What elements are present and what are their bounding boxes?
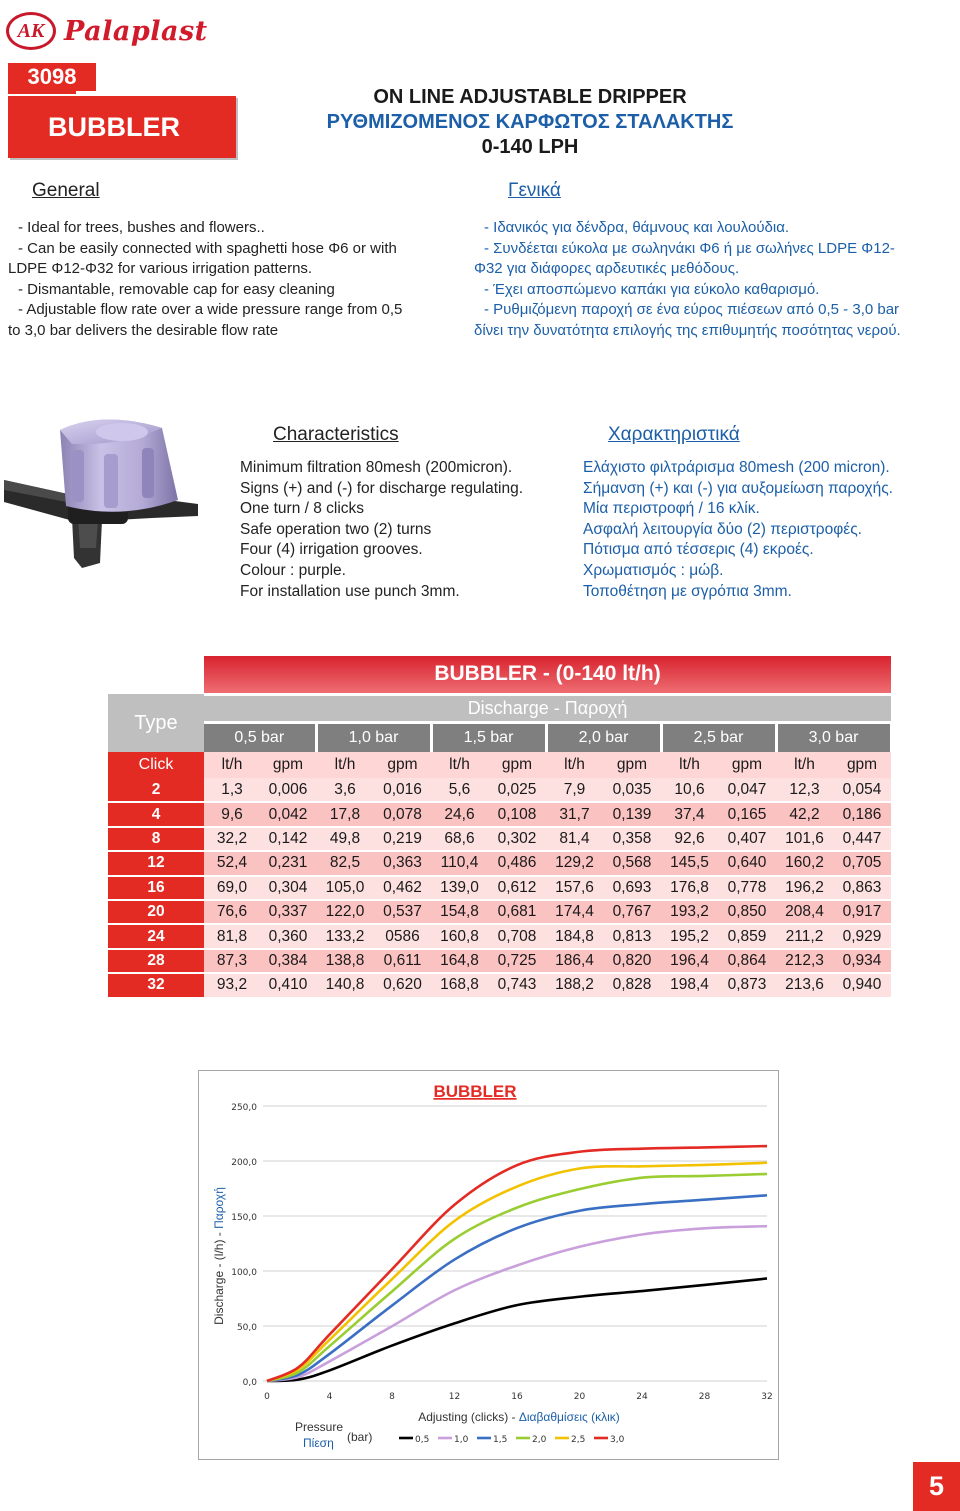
characteristic-en: For installation use punch 3mm.	[240, 582, 460, 600]
characteristic-gr: Χρωματισμός : μώβ.	[583, 561, 724, 579]
value-cell: 1,3	[204, 778, 260, 802]
general-gr-line: - Ιδανικός για δένδρα, θάμνους και λουλούδια.	[484, 219, 790, 236]
pressure-header: 2,5 bar	[661, 722, 776, 752]
product-code: 3098	[8, 63, 96, 91]
characteristic-en: One turn / 8 clicks	[240, 500, 365, 518]
characteristic-gr: Ασφαλή λειτουργία δύο (2) περιστροφές.	[583, 520, 862, 538]
unit-gpm-header: gpm	[833, 752, 891, 778]
unit-lth-header: lt/h	[316, 752, 374, 778]
value-cell: 140,8	[316, 973, 374, 997]
characteristics-heading-en: Characteristics	[273, 424, 399, 445]
legend-label: 2,5	[571, 1435, 586, 1445]
click-cell: 4	[108, 802, 204, 826]
general-en-line: - Ideal for trees, bushes and flowers..	[18, 219, 265, 236]
table-row	[108, 778, 891, 802]
characteristic-gr: Μία περιστροφή / 16 κλίκ.	[583, 500, 760, 518]
table-row	[108, 924, 891, 948]
value-cell: 160,2	[776, 851, 833, 875]
value-cell: 0,016	[374, 778, 431, 802]
page-number: 5	[913, 1462, 960, 1511]
click-cell: 20	[108, 900, 204, 924]
value-cell: 160,8	[431, 924, 488, 948]
series-line	[267, 1163, 767, 1381]
value-cell: 176,8	[661, 876, 718, 900]
click-cell: 28	[108, 949, 204, 973]
value-cell: 157,6	[546, 876, 603, 900]
value-cell: 17,8	[316, 802, 374, 826]
general-heading-en: General	[32, 180, 100, 201]
x-tick-label: 0	[264, 1392, 270, 1402]
value-cell: 164,8	[431, 949, 488, 973]
value-cell: 42,2	[776, 802, 833, 826]
characteristic-gr: Ελάχιστο φιλτράρισμα 80mesh (200 micron).	[583, 459, 890, 476]
value-cell: 0,078	[374, 802, 431, 826]
chart-title: BUBBLER	[433, 1082, 517, 1101]
title-line-gr: ΡΥΘΜΙΖΟΜΕΝΟΣ ΚΑΡΦΩΤΟΣ ΣΤΑΛΑΚΤΗΣ	[326, 111, 734, 133]
value-cell: 212,3	[776, 949, 833, 973]
value-cell: 87,3	[204, 949, 260, 973]
general-en-line: - Dismantable, removable cap for easy cleaning	[18, 280, 335, 298]
value-cell: 0,767	[603, 900, 661, 924]
value-cell: 0,447	[833, 827, 891, 851]
value-cell: 129,2	[546, 851, 603, 875]
series-line	[267, 1226, 767, 1381]
value-cell: 0,006	[260, 778, 316, 802]
value-cell: 0,820	[603, 949, 661, 973]
x-tick-label: 24	[636, 1392, 648, 1402]
value-cell: 0,358	[603, 827, 661, 851]
general-gr-line: - Έχει αποσπώμενο καπάκι για εύκολο καθαρισμό.	[484, 280, 820, 298]
value-cell: 101,6	[776, 827, 833, 851]
value-cell: 0,186	[833, 802, 891, 826]
value-cell: 49,8	[316, 827, 374, 851]
x-tick-label: 8	[389, 1392, 395, 1402]
characteristic-gr: Τοποθέτηση με σγρόπια 3mm.	[583, 582, 792, 600]
pressure-header: 0,5 bar	[204, 722, 316, 752]
brand-logo	[6, 10, 246, 52]
value-cell: 12,3	[776, 778, 833, 802]
x-tick-label: 32	[761, 1392, 773, 1402]
unit-gpm-header: gpm	[603, 752, 661, 778]
discharge-chart	[198, 1070, 779, 1460]
value-cell: 81,4	[546, 827, 603, 851]
value-cell: 133,2	[316, 924, 374, 948]
value-cell: 0,864	[718, 949, 776, 973]
value-cell: 0,302	[488, 827, 546, 851]
value-cell: 52,4	[204, 851, 260, 875]
value-cell: 0,035	[603, 778, 661, 802]
characteristics-list-en	[240, 458, 523, 602]
value-cell: 0,568	[603, 851, 661, 875]
value-cell: 174,4	[546, 900, 603, 924]
value-cell: 0,813	[603, 924, 661, 948]
value-cell: 105,0	[316, 876, 374, 900]
y-tick-label: 100,0	[231, 1268, 257, 1278]
y-tick-label: 200,0	[231, 1158, 257, 1168]
type-header: Type	[108, 694, 204, 752]
pressure-header: 1,5 bar	[431, 722, 546, 752]
title-line-range: 0-140 LPH	[481, 136, 579, 158]
value-cell: 93,2	[204, 973, 260, 997]
value-cell: 0,708	[488, 924, 546, 948]
table-row	[108, 802, 891, 826]
value-cell: 0,778	[718, 876, 776, 900]
value-cell: 122,0	[316, 900, 374, 924]
unit-lth-header: lt/h	[431, 752, 488, 778]
x-tick-label: 16	[511, 1392, 523, 1402]
value-cell: 196,4	[661, 949, 718, 973]
value-cell: 0,384	[260, 949, 316, 973]
value-cell: 5,6	[431, 778, 488, 802]
table-row	[108, 973, 891, 997]
general-heading-gr: Γενικά	[508, 180, 561, 201]
value-cell: 10,6	[661, 778, 718, 802]
unit-gpm-header: gpm	[374, 752, 431, 778]
value-cell: 0,142	[260, 827, 316, 851]
unit-lth-header: lt/h	[776, 752, 833, 778]
value-cell: 9,6	[204, 802, 260, 826]
value-cell: 0,360	[260, 924, 316, 948]
general-text-gr	[474, 218, 954, 341]
general-en-line: - Can be easily connected with spaghetti hose Φ6 or with	[18, 239, 397, 257]
discharge-table	[108, 656, 893, 999]
value-cell: 0,042	[260, 802, 316, 826]
value-cell: 32,2	[204, 827, 260, 851]
value-cell: 0,620	[374, 973, 431, 997]
x-tick-label: 12	[448, 1392, 461, 1402]
value-cell: 0,363	[374, 851, 431, 875]
value-cell: 154,8	[431, 900, 488, 924]
value-cell: 0,611	[374, 949, 431, 973]
click-cell: 12	[108, 851, 204, 875]
value-cell: 0,337	[260, 900, 316, 924]
y-axis-label	[212, 1187, 226, 1325]
value-cell: 168,8	[431, 973, 488, 997]
value-cell: 24,6	[431, 802, 488, 826]
series-line	[267, 1278, 767, 1381]
title-line-en: ON LINE ADJUSTABLE DRIPPER	[373, 86, 687, 108]
page-title	[290, 85, 770, 160]
value-cell: 0,108	[488, 802, 546, 826]
value-cell: 0,850	[718, 900, 776, 924]
value-cell: 0,705	[833, 851, 891, 875]
x-axis-label-en: Adjusting (clicks) -	[418, 1410, 519, 1424]
characteristic-en: Safe operation two (2) turns	[240, 520, 432, 538]
value-cell: 0,940	[833, 973, 891, 997]
value-cell: 81,8	[204, 924, 260, 948]
code-underline	[8, 91, 76, 94]
value-cell: 195,2	[661, 924, 718, 948]
x-axis-label	[418, 1410, 620, 1424]
value-cell: 76,6	[204, 900, 260, 924]
value-cell: 0,863	[833, 876, 891, 900]
y-tick-label: 250,0	[231, 1103, 257, 1113]
value-cell: 0,462	[374, 876, 431, 900]
table-title: BUBBLER - (0-140 lt/h)	[204, 656, 891, 694]
table-row	[108, 827, 891, 851]
unit-lth-header: lt/h	[204, 752, 260, 778]
value-cell: 196,2	[776, 876, 833, 900]
y-tick-label: 50,0	[236, 1323, 257, 1333]
value-cell: 213,6	[776, 973, 833, 997]
click-cell: 24	[108, 924, 204, 948]
value-cell: 0,828	[603, 973, 661, 997]
value-cell: 139,0	[431, 876, 488, 900]
legend-label: 0,5	[415, 1435, 430, 1445]
value-cell: 0,219	[374, 827, 431, 851]
general-gr-line: Φ32 για διάφορες αρδευτικές μεθόδους.	[474, 260, 740, 277]
y-axis-label-en: Discharge - (l/h) -	[212, 1228, 226, 1325]
value-cell: 0,917	[833, 900, 891, 924]
table-corner	[108, 656, 204, 694]
pressure-header: 2,0 bar	[546, 722, 661, 752]
value-cell: 0,929	[833, 924, 891, 948]
value-cell: 0,054	[833, 778, 891, 802]
value-cell: 145,5	[661, 851, 718, 875]
value-cell: 0,859	[718, 924, 776, 948]
value-cell: 193,2	[661, 900, 718, 924]
value-cell: 37,4	[661, 802, 718, 826]
table-row	[108, 876, 891, 900]
y-tick-label: 150,0	[231, 1213, 257, 1223]
characteristics-heading-gr: Χαρακτηριστικά	[608, 424, 740, 445]
general-text-en	[8, 218, 448, 341]
pressure-label-gr: Πίεση	[303, 1436, 334, 1450]
unit-gpm-header: gpm	[718, 752, 776, 778]
value-cell: 0,725	[488, 949, 546, 973]
value-cell: 0,304	[260, 876, 316, 900]
x-tick-label: 4	[326, 1392, 333, 1402]
characteristic-gr: Σήμανση (+) και (-) για αυξομείωση παροχής.	[583, 479, 893, 497]
value-cell: 0,025	[488, 778, 546, 802]
value-cell: 0,165	[718, 802, 776, 826]
legend-label: 1,0	[454, 1435, 469, 1445]
legend-label: 3,0	[610, 1435, 625, 1445]
chart-canvas	[199, 1071, 780, 1461]
discharge-header: Discharge - Παροχή	[204, 694, 891, 722]
value-cell: 0,743	[488, 973, 546, 997]
value-cell: 0,612	[488, 876, 546, 900]
pressure-header: 1,0 bar	[316, 722, 431, 752]
value-cell: 0,681	[488, 900, 546, 924]
value-cell: 0,537	[374, 900, 431, 924]
value-cell: 31,7	[546, 802, 603, 826]
value-cell: 82,5	[316, 851, 374, 875]
click-cell: 32	[108, 973, 204, 997]
value-cell: 198,4	[661, 973, 718, 997]
value-cell: 68,6	[431, 827, 488, 851]
value-cell: 7,9	[546, 778, 603, 802]
characteristics-list-gr	[583, 458, 893, 602]
value-cell: 0,231	[260, 851, 316, 875]
unit-gpm-header: gpm	[488, 752, 546, 778]
general-en-line: LDPE Φ12-Φ32 for various irrigation patterns.	[8, 260, 313, 277]
characteristic-en: Colour : purple.	[240, 561, 346, 579]
value-cell: 0,640	[718, 851, 776, 875]
characteristic-gr: Πότισμα από τέσσερις (4) εκροές.	[583, 541, 814, 559]
general-gr-line: - Ρυθμιζόμενη παροχή σε ένα εύρος πιέσεων από 0,5 - 3,0 bar	[484, 301, 900, 318]
table-row	[108, 851, 891, 875]
value-cell: 0,934	[833, 949, 891, 973]
click-cell: 2	[108, 778, 204, 802]
value-cell: 0,486	[488, 851, 546, 875]
x-tick-label: 20	[573, 1392, 586, 1402]
value-cell: 0,873	[718, 973, 776, 997]
value-cell: 186,4	[546, 949, 603, 973]
characteristic-en: Minimum filtration 80mesh (200micron).	[240, 459, 513, 476]
legend-label: 1,5	[493, 1435, 508, 1445]
click-cell: 8	[108, 827, 204, 851]
y-axis-label-gr: Παροχή	[212, 1187, 226, 1229]
value-cell: 0,139	[603, 802, 661, 826]
x-tick-label: 28	[698, 1392, 711, 1402]
general-gr-line: δίνει την δυνατότητα επιλογής της επιθυμητής ποσότητας νερού.	[474, 321, 901, 339]
general-en-line: to 3,0 bar delivers the desirable flow rate	[8, 321, 279, 339]
y-tick-label: 0,0	[242, 1378, 257, 1388]
unit-gpm-header: gpm	[260, 752, 316, 778]
value-cell: 0,407	[718, 827, 776, 851]
unit-lth-header: lt/h	[546, 752, 603, 778]
legend-label: 2,0	[532, 1435, 547, 1445]
brand-badge: AK	[6, 12, 56, 50]
value-cell: 184,8	[546, 924, 603, 948]
table-row	[108, 900, 891, 924]
click-cell: 16	[108, 876, 204, 900]
x-axis-label-gr: Διαβαθμίσεις (κλικ)	[518, 1410, 620, 1424]
value-cell: 3,6	[316, 778, 374, 802]
value-cell: 0,693	[603, 876, 661, 900]
product-name: BUBBLER	[8, 96, 236, 158]
value-cell: 69,0	[204, 876, 260, 900]
brand-name: Palaplast	[64, 15, 208, 47]
value-cell: 208,4	[776, 900, 833, 924]
value-cell: 211,2	[776, 924, 833, 948]
general-gr-line: - Συνδέεται εύκολα με σωληνάκι Φ6 ή με σωλήνες LDPE Φ12-	[484, 239, 895, 257]
value-cell: 138,8	[316, 949, 374, 973]
pressure-header: 3,0 bar	[776, 722, 891, 752]
unit-lth-header: lt/h	[661, 752, 718, 778]
characteristic-en: Four (4) irrigation grooves.	[240, 541, 423, 559]
value-cell: 92,6	[661, 827, 718, 851]
series-line	[267, 1174, 767, 1381]
table-row	[108, 949, 891, 973]
characteristic-en: Signs (+) and (-) for discharge regulating.	[240, 479, 524, 497]
click-header: Click	[108, 752, 204, 778]
pressure-unit: (bar)	[347, 1430, 373, 1444]
product-image	[2, 398, 202, 578]
value-cell: 0586	[374, 924, 431, 948]
value-cell: 188,2	[546, 973, 603, 997]
value-cell: 110,4	[431, 851, 488, 875]
value-cell: 0,410	[260, 973, 316, 997]
general-en-line: - Adjustable flow rate over a wide pressure range from 0,5	[18, 301, 403, 318]
pressure-label: Pressure	[295, 1420, 344, 1434]
value-cell: 0,047	[718, 778, 776, 802]
